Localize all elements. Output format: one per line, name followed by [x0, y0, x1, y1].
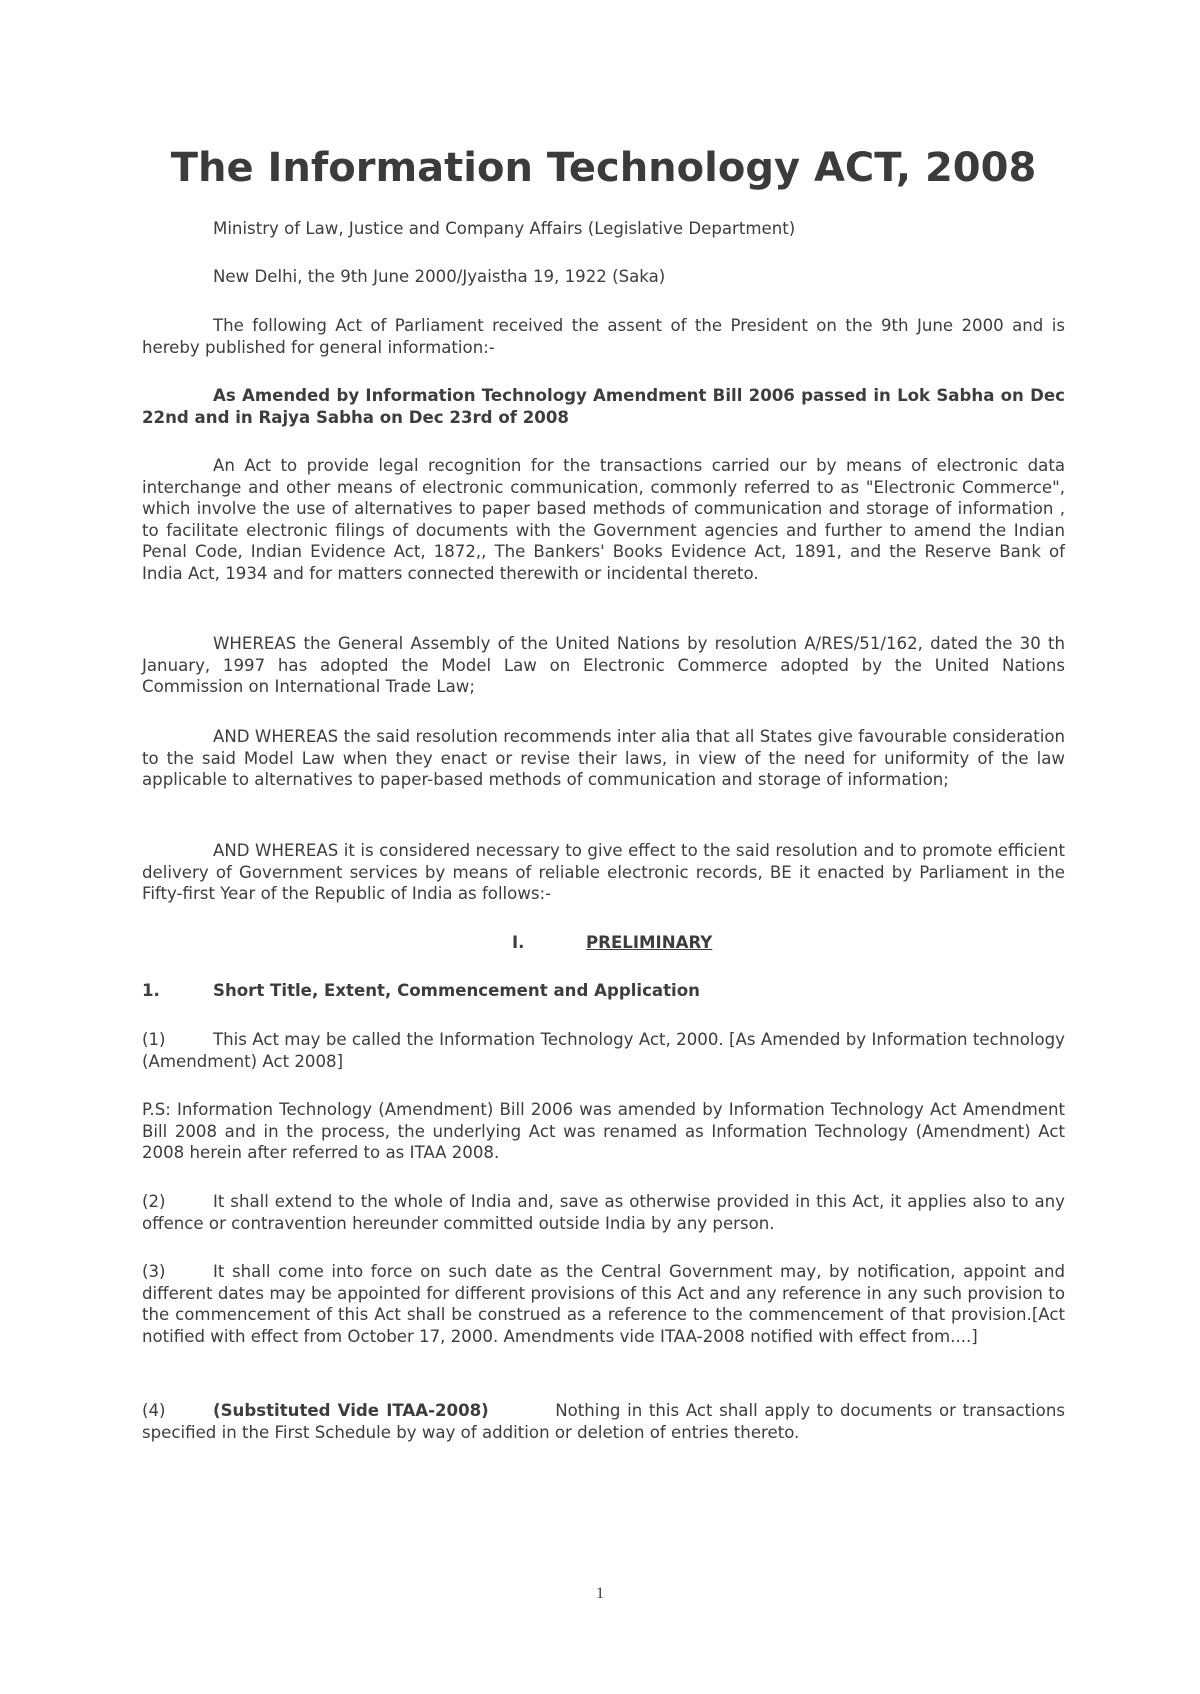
preamble-paragraph: An Act to provide legal recognition for the transactions carried our by means of electronic data interchange and other means of electronic communication, commonly referred to as "Electronic Commerce", which involve the use of alternatives to paper based methods of communication and storage of information , to facilitate electronic filings of documents with the Government agencies and further to amend the Indian Penal Code, Indian Evidence Act, 1872,, The Bankers' Books Evidence Act, 1891, and the Reserve Bank of India Act, 1934 and for matters connected therewith or incidental thereto. — [142, 456, 1065, 583]
clause-number: (1) — [142, 1030, 166, 1049]
whereas-paragraph-2: AND WHEREAS the said resolution recommends inter alia that all States give favourable consideration to the said Model Law when they enact or revise their laws, in view of the need for uniformity of the law applicable to alternatives to paper-based methods of communication and storage of information; — [142, 727, 1065, 789]
page-number: 1 — [596, 1585, 604, 1602]
ps-note: P.S: Information Technology (Amendment) Bill 2006 was amended by Information Technology Act Amendment Bill 2008 and in the process, the underlying Act was renamed as Information Technology (Amendment) Act 2008 herein after referred to as ITAA 2008. — [142, 1100, 1065, 1162]
clause-text: This Act may be called the Information Technology Act, 2000. [As Amended by Information technology (Amendment) Act 2008] — [142, 1030, 1065, 1071]
section-heading — [142, 980, 1065, 1002]
clause-2 — [142, 1191, 1065, 1234]
section-title: Short Title, Extent, Commencement and Application — [213, 981, 700, 1000]
clause-number: (3) — [142, 1262, 166, 1281]
whereas-paragraph-1: WHEREAS the General Assembly of the United Nations by resolution A/RES/51/162, dated the 30 th January, 1997 has adopted the Model Law on Electronic Commerce adopted by the United Nations Commission on International Trade Law; — [142, 634, 1065, 696]
clause-text: It shall come into force on such date as the Central Government may, by notification, appoint and different dates may be appointed for different provisions of this Act and any reference in any such provision to the commencement of this Act shall be construed as a reference to the commencement of that provision.[Act notified with effect from October 17, 2000. Amendments vide ITAA-2008 notified with effect from....] — [142, 1262, 1065, 1346]
place-date-line: New Delhi, the 9th June 2000/Jyaistha 19, 1922 (Saka) — [213, 267, 666, 286]
assent-paragraph: The following Act of Parliament received the assent of the President on the 9th June 2000 and is hereby published for general information:- — [142, 316, 1065, 357]
clause-1 — [142, 1029, 1065, 1072]
clause-number: (4) — [142, 1401, 166, 1420]
clause-3 — [142, 1261, 1065, 1347]
amended-note: As Amended by Information Technology Amendment Bill 2006 passed in Lok Sabha on Dec 22nd and in Rajya Sabha on Dec 23rd of 2008 — [142, 386, 1065, 427]
ministry-line: Ministry of Law, Justice and Company Affairs (Legislative Department) — [213, 219, 796, 238]
clause-text: Nothing in this Act shall apply to documents or transactions specified in the First Schedule by way of addition or deletion of entries thereto. — [142, 1401, 1065, 1442]
chapter-number: I. — [512, 933, 525, 952]
clause-4 — [142, 1400, 1065, 1443]
section-number: 1. — [142, 981, 160, 1000]
clause-text: It shall extend to the whole of India and, save as otherwise provided in this Act, it applies also to any offence or contravention hereunder committed outside India by any person. — [142, 1192, 1065, 1233]
clause-number: (2) — [142, 1192, 166, 1211]
document-title: The Information Technology ACT, 2008 — [170, 145, 1037, 191]
clause-bold-prefix: (Substituted Vide ITAA-2008) — [213, 1401, 489, 1420]
whereas-paragraph-3: AND WHEREAS it is considered necessary to give effect to the said resolution and to promote efficient delivery of Government services by means of reliable electronic records, BE it enacted by Parliament in the Fifty-first Year of the Republic of India as follows:- — [142, 841, 1065, 903]
chapter-title: PRELIMINARY — [586, 933, 713, 952]
